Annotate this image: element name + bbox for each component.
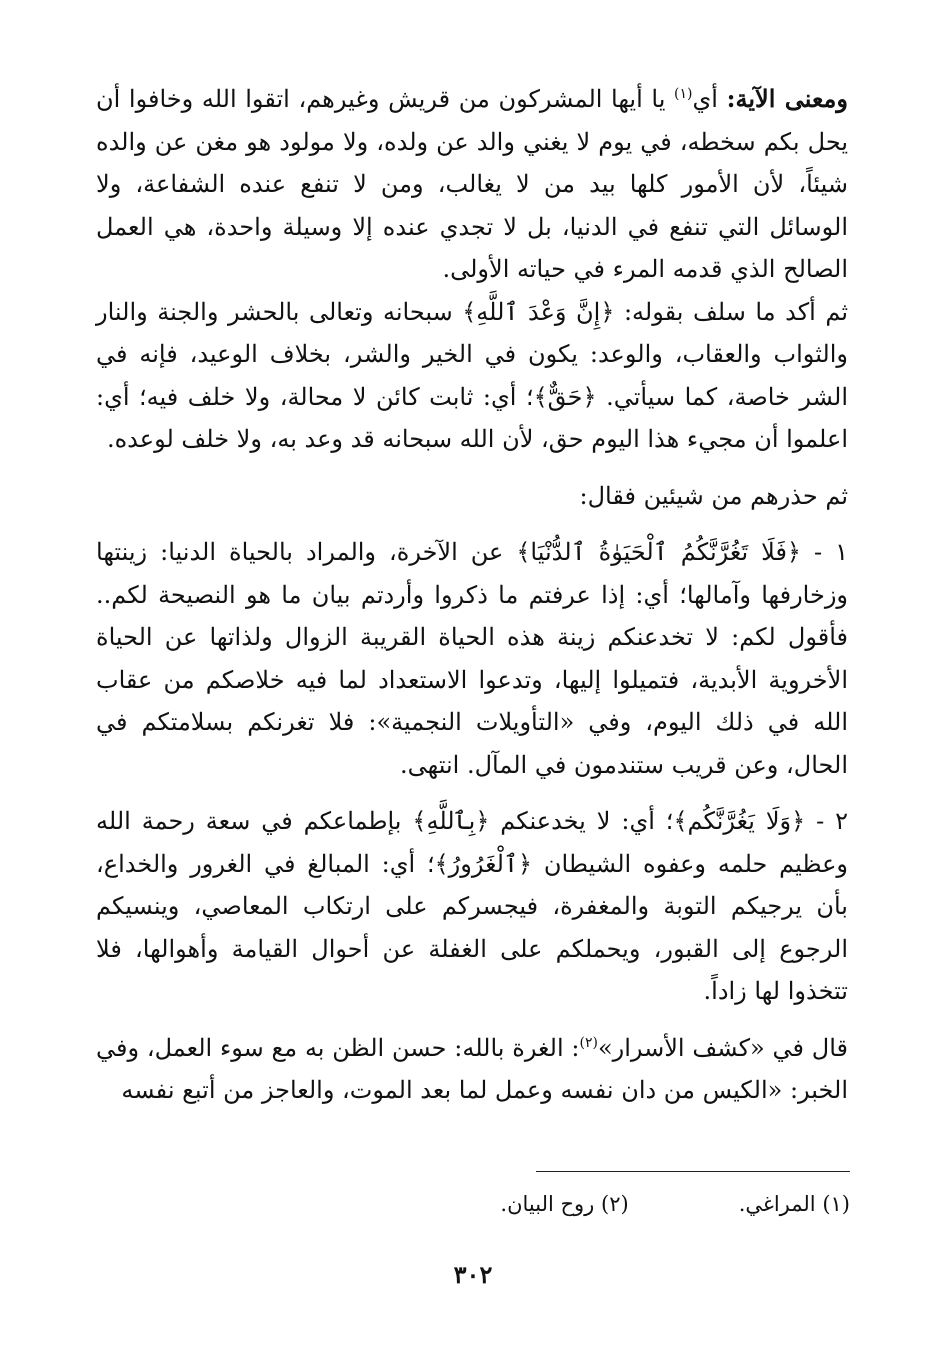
footnote-ref: (٢) — [579, 1034, 598, 1051]
paragraph-2 — [96, 291, 848, 461]
paragraph-4 — [96, 531, 848, 786]
paragraph-text: : الغرة بالله: حسن الظن به مع سوء العمل، وفي الخبر: «الكيس من دان نفسه وعمل لما بعد الموت، والعاجز من أتبع نفسه — [96, 1033, 848, 1104]
paragraph-text: ٢ - ﴿وَلَا يَغُرَّنَّكُم﴾؛ أي: لا يخدعنكم ﴿بِٱللَّهِ﴾ بإطماعكم في سعة رحمة الله وعظيم حلمه وعفوه الشيطان ﴿ٱلْغَرُورُ﴾؛ أي: المبالغ في الغرور والخداع، بأن يرجيكم التوبة والمغفرة، فيجسركم على ارتكاب المعاصي، وينسيكم الرجوع إلى القبور، ويحملكم على الغفلة عن أحوال القيامة وأهوالها، فلا تتخذوا لها زاداً. — [96, 807, 848, 1005]
paragraph-text: قال في «كشف الأسرار» — [597, 1033, 848, 1062]
section-lead: ومعنى الآية: — [726, 84, 848, 113]
footnote-ref: (١) — [674, 86, 693, 102]
footnote-1: (١) المراغي. — [738, 1192, 850, 1216]
paragraph-1 — [96, 78, 848, 291]
paragraph-text: أي — [692, 85, 727, 113]
paragraph-6 — [96, 1027, 848, 1112]
paragraph-text: ١ - ﴿فَلَا تَغُرَّنَّكُمُ ٱلْحَيَوٰةُ ٱلدُّنْيَا﴾ عن الآخرة، والمراد بالحياة الدنيا: زينتها وزخارفها وآمالها؛ أي: إذا عرفتم ما ذكروا وأردتم بيان ما هو النصيحة لكم.. فأقول لكم: لا تخدعنكم زينة هذه الحياة القريبة الزوال ولذاتها عن الحياة الأخروية الأبدية، فتميلوا إليها، وتدعوا الاستعداد لما فيه خلاصكم من عقاب الله في ذلك اليوم، وفي «التأويلات النجمية»: فلا تغرنكم بسلامتكم في الحال، وعن قريب ستندمون في المآل. انتهى. — [96, 538, 849, 779]
footnote-divider — [536, 1171, 850, 1172]
paragraph-3 — [96, 475, 848, 518]
paragraph-5 — [96, 800, 848, 1013]
paragraph-text: يا أيها المشركون من قريش وغيرهم، اتقوا الله وخافوا أن يحل بكم سخطه، في يوم لا يغني والد عن ولده، ولا مولود هو مغن عن والده شيئاً، لأن الأمور كلها بيد من لا يغالب، ومن لا تنفع عنده الشفاعة، ولا الوسائل التي تنفع في الدنيا، بل لا تجدي عنده إلا وسيلة واحدة، هي العمل الصالح الذي قدمه المرء في حياته الأولى. — [96, 85, 849, 283]
paragraph-text: ثم أكد ما سلف بقوله: ﴿إِنَّ وَعْدَ ٱللَّهِ﴾ سبحانه وتعالى بالحشر والجنة والنار والثواب والعقاب، والوعد: يكون في الخير والشر، بخلاف الوعيد، فإنه في الشر خاصة، كما سيأتي. ﴿حَقٌّ﴾؛ أي: ثابت كائن لا محالة، ولا خلف فيه؛ أي: اعلموا أن مجيء هذا اليوم حق، لأن الله سبحانه قد وعد به، ولا خلف لوعده. — [96, 297, 848, 453]
body-text — [96, 78, 848, 1112]
footnotes — [500, 1192, 850, 1216]
page-number: ٣٠٢ — [453, 1260, 493, 1289]
paragraph-text: ثم حذرهم من شيئين فقال: — [579, 481, 848, 510]
footnote-2: (٢) روح البيان. — [500, 1192, 629, 1216]
